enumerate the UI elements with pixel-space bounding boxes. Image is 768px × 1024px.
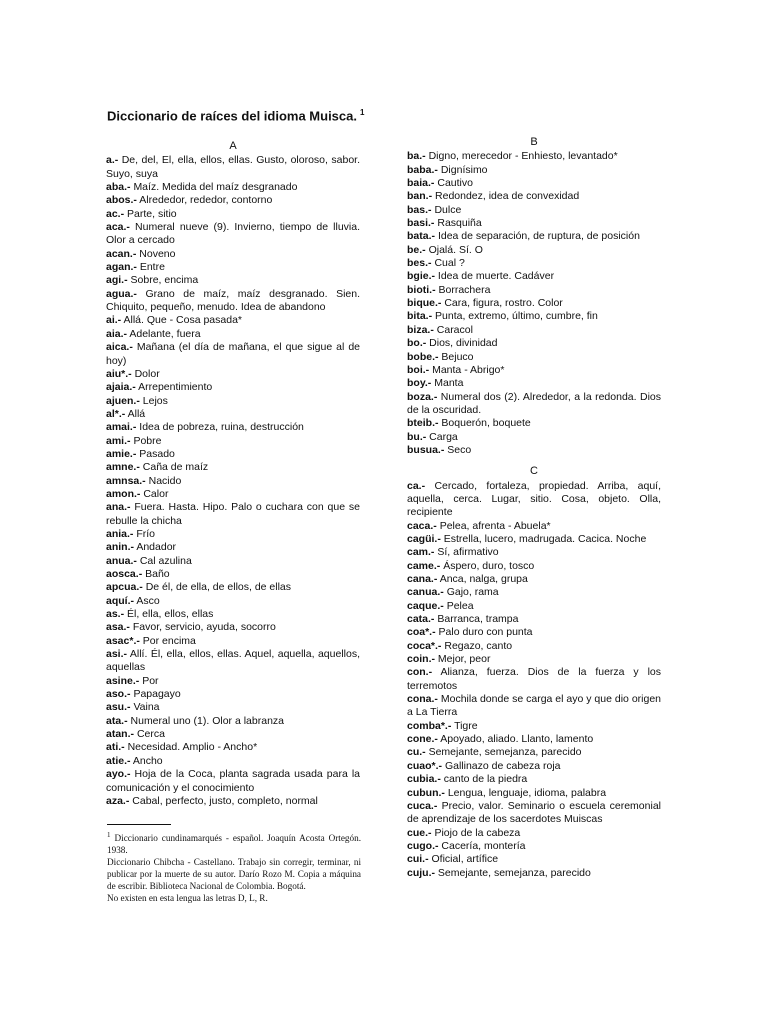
entry-definition: Alianza, fuerza. Dios de la fuerza y los terremotos [407, 666, 661, 692]
entry-definition: Ojalá. Sí. O [428, 243, 483, 256]
dictionary-entry [407, 573, 661, 586]
entry-definition: Sobre, encima [130, 274, 199, 287]
entry-term: aia.- [106, 327, 128, 340]
entry-term: ajaia.- [106, 381, 136, 394]
entry-term: anin.- [106, 541, 134, 554]
dictionary-entry [106, 675, 360, 688]
entry-term: anua.- [106, 554, 137, 567]
entry-definition: Manta [434, 377, 464, 390]
dictionary-entry [407, 177, 661, 190]
entry-term: cuao*.- [407, 759, 443, 772]
entry-term: be.- [407, 243, 426, 256]
entry-list-c [407, 480, 661, 880]
dictionary-entry [407, 746, 661, 759]
entry-term: cagüi.- [407, 532, 441, 545]
entry-term: basi.- [407, 217, 435, 230]
entry-term: cam.- [407, 546, 435, 559]
entry-term: atie.- [106, 754, 131, 767]
dictionary-entry [407, 150, 661, 163]
entry-definition: Frío [136, 527, 156, 540]
entry-term: aca.- [106, 221, 130, 234]
entry-term: asi.- [106, 648, 128, 661]
dictionary-entry [407, 217, 661, 230]
dictionary-entry [407, 586, 661, 599]
dictionary-entry [407, 666, 661, 693]
dictionary-entry [407, 417, 661, 430]
entry-term: asu.- [106, 701, 131, 714]
dictionary-entry [106, 181, 360, 194]
dictionary-entry [106, 621, 360, 634]
entry-term: bgie.- [407, 270, 435, 283]
entry-term: bes.- [407, 257, 432, 270]
entry-definition: Digno, merecedor - Enhiesto, levantado* [428, 150, 618, 163]
entry-definition: Seco [447, 443, 472, 456]
entry-definition: Mañana (el día de mañana, el que sigue al de hoy) [106, 341, 361, 367]
entry-term: aso.- [106, 688, 131, 701]
footnote-line: Diccionario Chibcha - Castellano. Trabajo sin corregir, terminar, ni publicar por la muerte de su autor. Darío Rozo M. Copia a máquina de escribir. Biblioteca Nacional de Colombia. Bogotá. [107, 857, 361, 892]
entry-definition: Fuera. Hasta. Hipo. Palo o cuchara con que se rebulle la chicha [106, 501, 360, 527]
entry-definition: Lejos [142, 394, 168, 407]
entry-definition: Él, ella, ellos, ellas [127, 608, 214, 621]
dictionary-entry [106, 395, 360, 408]
dictionary-entry [106, 581, 360, 594]
entry-term: biza.- [407, 323, 434, 336]
entry-definition: canto de la piedra [443, 773, 528, 786]
entry-definition: Por [142, 674, 159, 687]
entry-term: ba.- [407, 150, 426, 163]
entry-definition: Barranca, trampa [437, 613, 519, 626]
entry-definition: Borrachera [438, 283, 491, 296]
dictionary-entry [106, 221, 360, 248]
dictionary-entry [106, 314, 360, 327]
dictionary-entry [407, 444, 661, 457]
entry-term: as.- [106, 608, 125, 621]
entry-definition: Gajo, rama [446, 586, 499, 599]
dictionary-entry [106, 635, 360, 648]
entry-definition: Ancho [132, 754, 163, 767]
dictionary-entry [407, 533, 661, 546]
entry-definition: Numeral dos (2). Alrededor, a la redonda. Dios de la oscuridad. [407, 390, 661, 416]
entry-definition: Baño [145, 568, 170, 580]
dictionary-entry [407, 546, 661, 559]
dictionary-entry [106, 341, 360, 368]
entry-term: caque.- [407, 599, 444, 612]
dictionary-entry [106, 541, 360, 554]
dictionary-entry [106, 381, 360, 394]
entry-definition: Allá. Que - Cosa pasada* [123, 314, 242, 327]
entry-definition: Carga [429, 430, 458, 443]
entry-definition: Gallinazo de cabeza roja [444, 759, 561, 772]
entry-term: asine.- [106, 674, 140, 687]
dictionary-entry [407, 733, 661, 746]
entry-term: cana.- [407, 573, 438, 585]
entry-definition: Boquerón, boquete [441, 417, 531, 430]
entry-definition: Grano de maíz, maíz desgranado. Sien. Chiquito, pequeño, menudo. Idea de abandono [106, 287, 361, 314]
title-footnote-marker: 1 [359, 108, 365, 117]
dictionary-entry [106, 755, 360, 768]
dictionary-entry [106, 154, 360, 181]
dictionary-entry [407, 693, 661, 720]
entry-definition: Cara, figura, rostro. Color [444, 297, 563, 310]
entry-term: a.- [106, 154, 119, 167]
dictionary-entry [407, 653, 661, 666]
dictionary-entry [106, 568, 360, 581]
dictionary-entry [106, 421, 360, 434]
entry-definition: Tigre [454, 719, 478, 732]
entry-term: ca.- [407, 479, 426, 492]
entry-term: ati.- [106, 741, 125, 754]
entry-definition: Idea de separación, de ruptura, de posición [437, 230, 640, 243]
entry-definition: Pobre [133, 434, 162, 447]
entry-term: baia.- [407, 177, 435, 190]
entry-term: con.- [407, 666, 433, 679]
entry-term: aica.- [106, 341, 133, 354]
dictionary-entry [407, 827, 661, 840]
document-title [107, 108, 364, 123]
entry-definition: Sí, afirmativo [437, 546, 499, 559]
entry-term: amon.- [106, 487, 141, 500]
entry-term: coca*.- [407, 639, 442, 652]
entry-term: baba.- [407, 163, 438, 176]
entry-term: cugo.- [407, 839, 439, 852]
entry-term: asac*.- [106, 634, 140, 647]
entry-definition: Arrepentimiento [138, 381, 213, 394]
entry-term: busua.- [407, 443, 445, 456]
entry-definition: Cacería, montería [441, 839, 526, 852]
entry-term: ban.- [407, 190, 433, 203]
entry-definition: Numeral uno (1). Olor a labranza [130, 714, 285, 727]
entry-term: aquí.- [106, 594, 134, 607]
dictionary-entry [106, 648, 360, 675]
entry-term: cubun.- [407, 786, 445, 799]
entry-definition: Dignísimo [440, 163, 488, 176]
dictionary-entry [407, 520, 661, 533]
entry-definition: Dios, divinidad [429, 337, 498, 350]
entry-definition: Lengua, lenguaje, idioma, palabra [447, 786, 607, 799]
entry-definition: Oficial, artífice [431, 853, 499, 866]
entry-term: amne.- [106, 461, 140, 474]
footnote-rule [107, 824, 171, 825]
entry-term: ata.- [106, 714, 128, 727]
entry-definition: Nacido [148, 474, 182, 487]
entry-definition: Allí. Él, ella, ellos, ellas. Aquel, aquella, aquellos, aquellas [106, 648, 360, 674]
dictionary-entry [106, 715, 360, 728]
dictionary-entry [407, 760, 661, 773]
dictionary-entry [407, 284, 661, 297]
dictionary-entry [106, 528, 360, 541]
entry-definition: Numeral nueve (9). Invierno, tiempo de lluvia. Olor a cercado [106, 221, 360, 247]
dictionary-entry [106, 701, 360, 714]
entry-term: bata.- [407, 230, 436, 243]
entry-definition: Rasquiña [437, 217, 482, 230]
entry-definition: Asco [136, 594, 160, 607]
dictionary-entry [407, 787, 661, 800]
dictionary-entry [407, 600, 661, 613]
dictionary-entry [106, 435, 360, 448]
entry-definition: Piojo de la cabeza [434, 826, 521, 839]
entry-definition: Pelea [446, 599, 474, 612]
entry-term: cone.- [407, 733, 438, 746]
entry-term: ana.- [106, 501, 131, 514]
entry-term: cubia.- [407, 773, 441, 786]
entry-term: amai.- [106, 421, 137, 434]
entry-definition: Cerca [136, 728, 165, 741]
entry-definition: Noveno [139, 247, 176, 260]
entry-term: coa*.- [407, 626, 436, 639]
dictionary-entry [106, 768, 360, 795]
dictionary-entry [106, 328, 360, 341]
entry-term: bas.- [407, 203, 432, 216]
entry-definition: Alrededor, rededor, contorno [139, 194, 273, 207]
entry-definition: Caracol [436, 323, 473, 336]
dictionary-entry [407, 270, 661, 283]
entry-term: canua.- [407, 586, 444, 599]
entry-definition: Bejuco [441, 350, 474, 363]
dictionary-entry [106, 501, 360, 528]
entry-term: aza.- [106, 794, 130, 807]
dictionary-entry [407, 773, 661, 786]
entry-definition: Cal azulina [139, 554, 192, 567]
dictionary-entry [407, 867, 661, 880]
entry-term: al*.- [106, 407, 126, 420]
entry-definition: Pasado [139, 447, 175, 460]
entry-list-b [407, 150, 661, 457]
entry-definition: Parte, sitio [127, 207, 177, 220]
entry-definition: Necesidad. Amplio - Ancho* [127, 741, 258, 754]
entry-term: bo.- [407, 337, 427, 350]
entry-term: acan.- [106, 247, 137, 260]
entry-definition: Idea de muerte. Cadáver [437, 270, 555, 283]
entry-term: ami.- [106, 434, 131, 447]
entry-definition: Vaina [133, 701, 160, 714]
entry-term: coin.- [407, 653, 435, 666]
entry-definition: Idea de pobreza, ruina, destrucción [139, 421, 304, 434]
entry-definition: De, del, El, ella, ellos, ellas. Gusto, oloroso, sabor. Suyo, suya [106, 154, 360, 180]
entry-definition: Semejante, semejanza, parecido [428, 746, 582, 759]
section-letter-b: B [530, 136, 538, 148]
entry-definition: Hoja de la Coca, planta sagrada usada para la comunicación y el conocimiento [106, 768, 360, 794]
entry-term: bteib.- [407, 417, 439, 430]
entry-definition: De él, de ella, de ellos, de ellas [145, 581, 292, 594]
entry-definition: Mochila donde se carga el ayo y que dio origen a La Tierra [407, 693, 662, 719]
entry-definition: Precio, valor. Seminario o escuela ceremonial de aprendizaje de los sacerdotes Muiscas [407, 799, 661, 826]
entry-definition: Dulce [434, 203, 462, 216]
dictionary-entry [407, 720, 661, 733]
column-left [106, 140, 360, 808]
dictionary-entry [407, 800, 661, 827]
section-letter-a: A [229, 140, 237, 152]
dictionary-entry [106, 274, 360, 287]
dictionary-entry [407, 640, 661, 653]
entry-term: agan.- [106, 261, 137, 274]
entry-definition: Manta - Abrigo* [432, 363, 505, 376]
entry-term: agua.- [106, 287, 137, 300]
dictionary-entry [407, 391, 661, 418]
entry-definition: Cabal, perfecto, justo, completo, normal [132, 794, 318, 807]
dictionary-entry [106, 741, 360, 754]
entry-term: atan.- [106, 728, 135, 741]
dictionary-entry [407, 244, 661, 257]
entry-term: bu.- [407, 430, 427, 443]
dictionary-entry [407, 364, 661, 377]
dictionary-entry [106, 688, 360, 701]
dictionary-entry [106, 461, 360, 474]
dictionary-entry [106, 728, 360, 741]
entry-definition: Por encima [142, 634, 196, 647]
entry-term: cata.- [407, 613, 435, 626]
entry-definition: Andador [136, 541, 177, 554]
entry-definition: Estrella, lucero, madrugada. Cacica. Noche [443, 532, 647, 545]
section-letter-c: C [530, 465, 538, 478]
entry-definition: Regazo, canto [444, 639, 513, 652]
entry-term: boza.- [407, 390, 438, 403]
entry-definition: Cautivo [437, 177, 473, 190]
entry-definition: Dolor [134, 367, 160, 380]
footnote-marker: 1 [107, 831, 111, 839]
entry-term: ai.- [106, 314, 122, 327]
dictionary-entry [106, 795, 360, 808]
entry-term: bioti.- [407, 283, 436, 296]
dictionary-entry [407, 626, 661, 639]
entry-definition: Allá [127, 407, 146, 420]
dictionary-entry [407, 560, 661, 573]
entry-term: ania.- [106, 527, 134, 540]
dictionary-entry [407, 257, 661, 270]
dictionary-entry [106, 595, 360, 608]
entry-term: amnsa.- [106, 474, 146, 487]
entry-definition: Adelante, fuera [129, 327, 201, 340]
entry-term: bique.- [407, 297, 442, 310]
entry-definition: Áspero, duro, tosco [443, 559, 535, 572]
dictionary-entry [106, 608, 360, 621]
dictionary-entry [407, 297, 661, 310]
entry-term: ac.- [106, 207, 125, 220]
dictionary-entry [407, 164, 661, 177]
dictionary-entry [106, 368, 360, 381]
entry-definition: Favor, servicio, ayuda, socorro [132, 621, 276, 634]
dictionary-entry [106, 408, 360, 421]
entry-definition: Palo duro con punta [438, 626, 533, 639]
entry-definition: Apoyado, aliado. Llanto, lamento [440, 733, 594, 746]
entry-definition: Redondez, idea de convexidad [435, 190, 580, 203]
dictionary-entry [106, 208, 360, 221]
entry-term: came.- [407, 559, 441, 572]
footnote-line: No existen en esta lengua las letras D, L, R. [107, 893, 268, 904]
entry-term: amie.- [106, 447, 137, 460]
entry-definition: Cercado, fortaleza, propiedad. Arriba, aquí, aquella, cerca. Lugar, sitio. Cosa, objeto. Olla, recipiente [407, 479, 661, 519]
entry-term: cue.- [407, 826, 432, 839]
entry-term: cui.- [407, 853, 429, 866]
entry-definition: Caña de maíz [142, 461, 209, 474]
entry-definition: Cual ? [434, 257, 465, 270]
entry-term: boi.- [407, 363, 430, 376]
dictionary-entry [106, 448, 360, 461]
entry-term: cuca.- [407, 799, 438, 812]
dictionary-entry [407, 351, 661, 364]
title-text: Diccionario de raíces del idioma Muisca. [107, 108, 357, 124]
entry-definition: Calor [143, 487, 169, 500]
entry-term: boy.- [407, 377, 432, 390]
entry-definition: Mejor, peor [437, 653, 491, 666]
dictionary-entry [407, 324, 661, 337]
entry-term: cu.- [407, 746, 426, 759]
dictionary-entry [106, 288, 360, 315]
entry-term: aba.- [106, 181, 131, 194]
dictionary-entry [407, 337, 661, 350]
entry-definition: Pelea, afrenta - Abuela* [439, 519, 551, 532]
dictionary-entry [407, 431, 661, 444]
dictionary-entry [106, 248, 360, 261]
entry-definition: Papagayo [133, 688, 181, 701]
entry-term: ayo.- [106, 768, 131, 781]
entry-definition: Anca, nalga, grupa [439, 573, 528, 585]
footnotes [107, 829, 361, 904]
entry-list-a [106, 154, 360, 808]
dictionary-entry [106, 261, 360, 274]
dictionary-entry [407, 230, 661, 243]
dictionary-entry [106, 488, 360, 501]
dictionary-entry [407, 204, 661, 217]
footnote-line [107, 829, 361, 856]
entry-term: bobe.- [407, 350, 439, 363]
column-right [407, 136, 661, 880]
entry-term: agi.- [106, 274, 128, 287]
entry-term: cuju.- [407, 866, 435, 879]
entry-term: apcua.- [106, 581, 143, 594]
dictionary-entry [106, 555, 360, 568]
dictionary-entry [407, 853, 661, 866]
entry-term: abos.- [106, 194, 137, 207]
dictionary-entry [407, 190, 661, 203]
entry-term: bita.- [407, 310, 433, 323]
dictionary-entry [407, 613, 661, 626]
dictionary-entry [106, 475, 360, 488]
entry-definition: Semejante, semejanza, parecido [437, 866, 591, 879]
entry-term: aosca.- [106, 568, 143, 580]
entry-definition: Maíz. Medida del maíz desgranado [133, 181, 298, 194]
entry-term: comba*.- [407, 719, 452, 732]
dictionary-entry [407, 377, 661, 390]
entry-term: ajuen.- [106, 394, 140, 407]
entry-definition: Entre [139, 261, 165, 274]
entry-term: caca.- [407, 519, 437, 532]
entry-definition: Punta, extremo, último, cumbre, fin [435, 310, 598, 323]
entry-term: cona.- [407, 693, 438, 706]
dictionary-entry [106, 194, 360, 207]
dictionary-entry [407, 840, 661, 853]
entry-term: aiu*.- [106, 367, 132, 380]
footnote-text: Diccionario cundinamarqués - español. Joaquín Acosta Ortegón. 1938. [107, 833, 361, 856]
dictionary-entry [407, 480, 661, 520]
entry-term: asa.- [106, 621, 130, 634]
dictionary-entry [407, 310, 661, 323]
